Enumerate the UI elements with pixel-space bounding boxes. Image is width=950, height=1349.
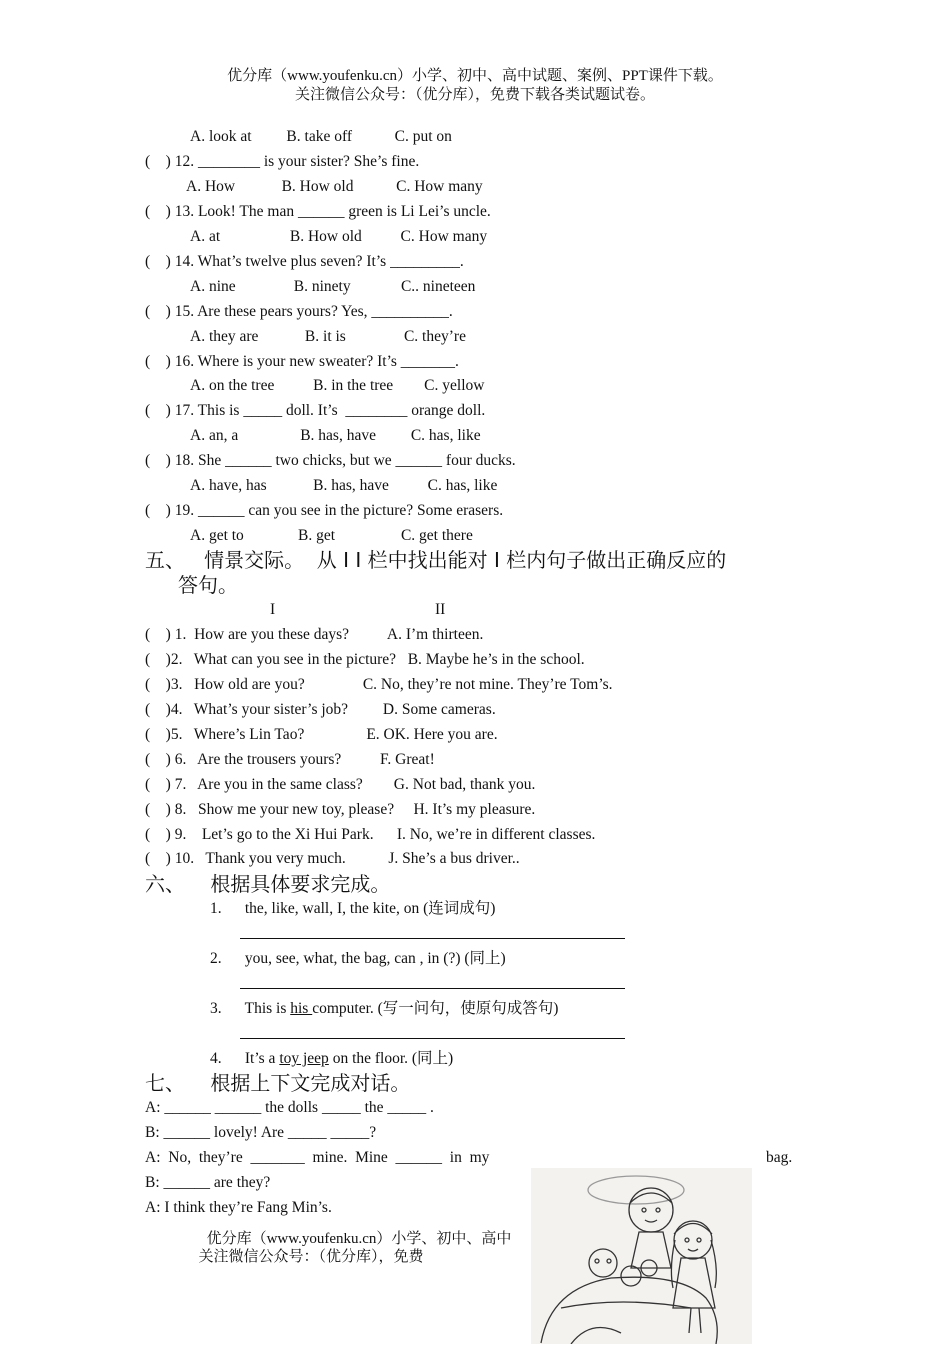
question-12: ( ) 12. ________ is your sister? She’s fine. [145, 153, 420, 170]
q18-options: A. have, has B. has, have C. has, like [190, 477, 498, 494]
question-17: ( ) 17. This is _____ doll. It’s ________ orange doll. [145, 402, 486, 419]
q11-options: A. look at B. take off C. put on [190, 128, 452, 145]
match-row: ( ) 6. Are the trousers yours? F. Great! [145, 751, 435, 768]
match-row: ( )4. What’s your sister’s job? D. Some cameras. [145, 701, 496, 718]
question-16: ( ) 16. Where is your new sweater? It’s _______. [145, 353, 459, 370]
question-15: ( ) 15. Are these pears yours? Yes, __________. [145, 303, 453, 320]
question-14: ( ) 14. What’s twelve plus seven? It’s _________. [145, 253, 464, 270]
section5-title-cont: 答句。 [178, 573, 238, 597]
task-4-underlined: toy jeep [279, 1050, 329, 1067]
dialogue-line-1: A: ______ ______ the dolls _____ the _____ . [145, 1099, 434, 1116]
match-row: ( )3. How old are you? C. No, they’re not mine. They’re Tom’s. [145, 676, 613, 693]
q12-options: A. How B. How old C. How many [186, 178, 483, 195]
task-4-pre: 4. It’s a [210, 1050, 280, 1067]
match-row: ( ) 7. Are you in the same class? G. Not bad, thank you. [145, 776, 536, 793]
q16-options: A. on the tree B. in the tree C. yellow [190, 377, 485, 394]
question-13: ( ) 13. Look! The man ______ green is Li Lei’s uncle. [145, 203, 491, 220]
section7-title: 七、 根据上下文完成对话。 [145, 1071, 411, 1095]
question-18: ( ) 18. She ______ two chicks, but we ______ four ducks. [145, 452, 516, 469]
match-row: ( )5. Where’s Lin Tao? E. OK. Here you are. [145, 726, 498, 743]
match-row: ( )2. What can you see in the picture? B. Maybe he’s in the school. [145, 651, 585, 668]
task-2: 2. you, see, what, the bag, can , in (?) (同上) [210, 950, 506, 967]
section5-title: 五、 情景交际。 从 I I 栏中找出能对 I 栏内句子做出正确反应的 [145, 548, 727, 572]
header-line-2: 关注微信公众号：（优分库），免费下载各类试题试卷。 [294, 87, 655, 103]
drawing-svg [531, 1168, 752, 1344]
task-4 [210, 1049, 453, 1069]
header-line-1: 优分库（www.youfenku.cn）小学、初中、高中试题、案例、PPT课件下载。 [227, 68, 723, 84]
column-1-header: I [270, 601, 276, 618]
q14-options: A. nine B. ninety C.. nineteen [190, 278, 476, 295]
section6-title: 六、 根据具体要求完成。 [145, 872, 391, 896]
illustration-kids-with-dolls [531, 1168, 752, 1344]
dialogue-line-3: A: No, they’re _______ mine. Mine ______ in my [145, 1149, 490, 1166]
dialogue-line-5: A: I think they’re Fang Min’s. [145, 1199, 332, 1216]
q17-options: A. an, a B. has, have C. has, like [190, 427, 481, 444]
task-3-pre: 3. This is [210, 1000, 291, 1017]
footer-line-1: 优分库（www.youfenku.cn）小学、初中、高中 [206, 1231, 512, 1247]
task-3-underlined: his [290, 1000, 313, 1017]
task-3-post: computer. (写一问句，使原句成答句) [312, 1000, 559, 1017]
answer-line-1 [240, 938, 625, 939]
match-row: ( ) 1. How are you these days? A. I’m thirteen. [145, 626, 484, 643]
task-3 [210, 999, 558, 1019]
question-19: ( ) 19. ______ can you see in the picture? Some erasers. [145, 502, 504, 519]
answer-line-3 [240, 1038, 625, 1039]
match-row: ( ) 9. Let’s go to the Xi Hui Park. I. No, we’re in different classes. [145, 826, 596, 843]
dialogue-line-2: B: ______ lovely! Are _____ _____? [145, 1124, 377, 1141]
q15-options: A. they are B. it is C. they’re [190, 328, 466, 345]
dialogue-line-4: B: ______ are they? [145, 1174, 271, 1191]
q13-options: A. at B. How old C. How many [190, 228, 488, 245]
dialogue-line-3-end: bag. [766, 1149, 793, 1166]
q19-options: A. get to B. get C. get there [190, 527, 473, 544]
match-row: ( ) 10. Thank you very much. J. She’s a bus driver.. [145, 850, 520, 867]
match-row: ( ) 8. Show me your new toy, please? H. It’s my pleasure. [145, 801, 536, 818]
task-1: 1. the, like, wall, I, the kite, on (连词成句) [210, 900, 496, 917]
task-4-post: on the floor. (同上) [328, 1050, 454, 1067]
answer-line-2 [240, 988, 625, 989]
column-2-header: II [435, 601, 446, 618]
footer-line-2: 关注微信公众号：（优分库），免费 [198, 1249, 424, 1265]
